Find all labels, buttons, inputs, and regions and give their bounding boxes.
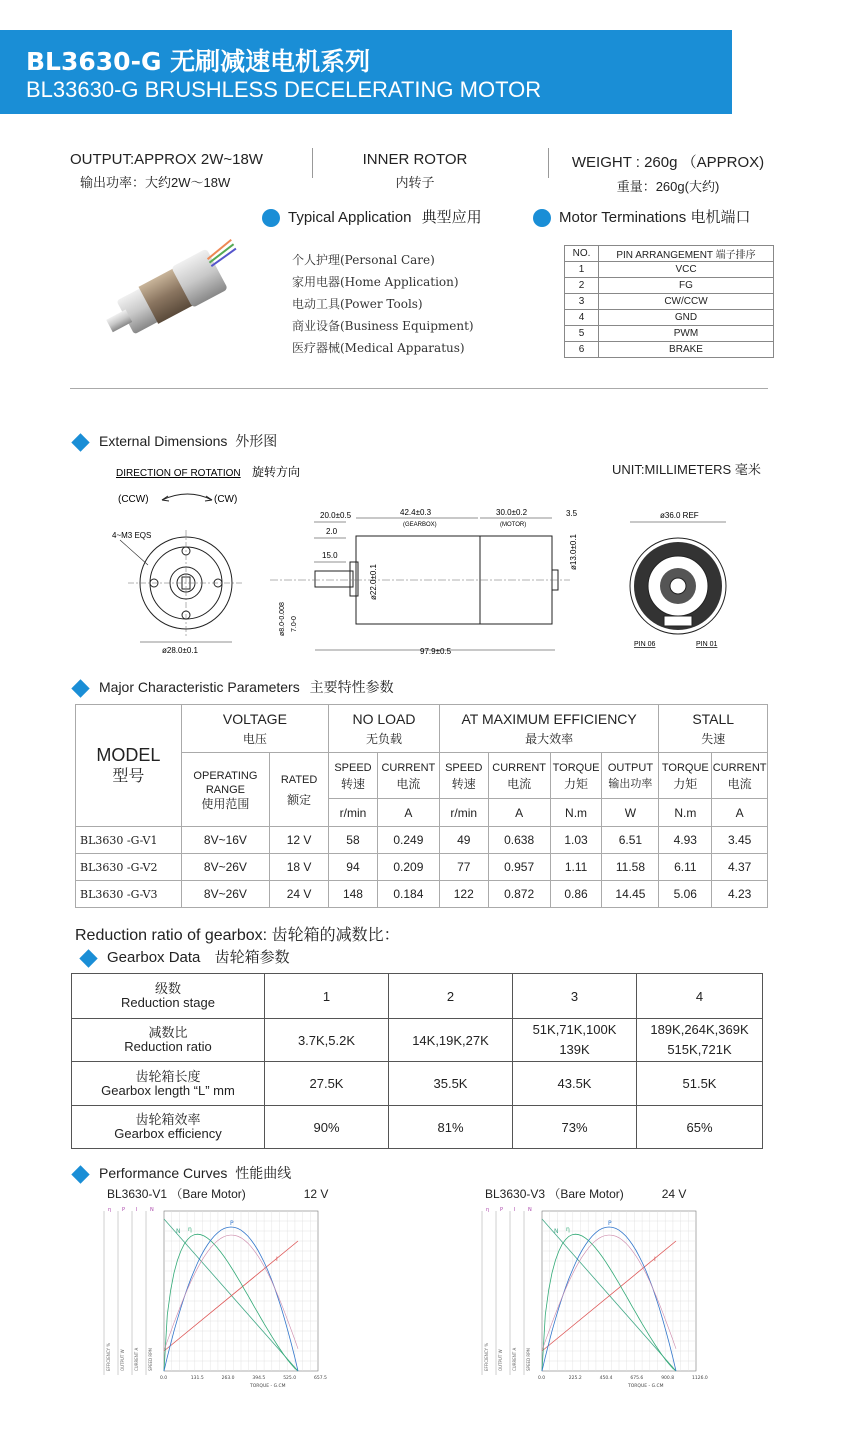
pin-table: NO. PIN ARRANGEMENT 端子排序 1 VCC 2 FG 3 CW/CCW 4 GND 5 PWM 6 BRAKE [564, 245, 774, 358]
gearbox-title: Gearbox Data 齿轮箱参数 [82, 946, 290, 967]
gearbox-table [71, 973, 763, 1149]
svg-text:PIN 01: PIN 01 [696, 641, 718, 648]
curve-label: η [566, 1226, 570, 1233]
curve-label: η [188, 1226, 192, 1233]
title-cn: BL3630-G 无刷减速电机系列 [26, 47, 371, 76]
diamond-bullet-icon [71, 1165, 89, 1183]
table-row: 3 CW/CCW [565, 294, 774, 310]
table-row: 级数 Reduction stage 1 2 3 4 [72, 974, 763, 1019]
list-item: 家用电器(Home Application) [292, 275, 459, 289]
table-row: 5 PWM [565, 326, 774, 342]
svg-text:(CW): (CW) [214, 494, 238, 505]
tick-label: 225.2 [568, 1376, 582, 1381]
curve-label: I [654, 1256, 656, 1263]
svg-text:2.0: 2.0 [326, 527, 338, 536]
column-head: N [528, 1207, 532, 1213]
tick-label: 131.5 [190, 1376, 204, 1381]
svg-text:20.0±0.5: 20.0±0.5 [320, 511, 352, 520]
column-head: η [486, 1207, 490, 1213]
circle-bullet-icon [533, 209, 551, 227]
left-curve-label: BL3630-V1 （Bare Motor) 12 V [107, 1187, 329, 1201]
svg-text:4~M3 EQS: 4~M3 EQS [112, 531, 152, 540]
tick-label: 1126.0 [692, 1376, 708, 1381]
axis-name: SPEED RPM [148, 1348, 153, 1371]
unit-label: UNIT:MILLIMETERS 毫米 [612, 462, 761, 477]
x-axis-label: TORQUE - G.CM [628, 1384, 664, 1389]
axis-name: EFFICIENCY % [106, 1342, 111, 1371]
svg-text:旋转方向: 旋转方向 [252, 465, 301, 479]
column-head: η [108, 1207, 112, 1213]
params-table: MODEL 型号 VOLTAGE 电压 NO LOAD 无负载 AT MAXIMUM EFFICIENCY 最大效率 STALL 失速 OPERATING RANGE 使用范围 RATED 额定 SPEED 转速 CURRENT 电流 SPEED 转速 CURRENT 电流 TORQUE 力矩 OUTPUT 输出功率 TORQUE 力矩 CURRENT 电流 r/min A r/min A N.m W N.m A BL3630 -G-V1 8V~16V 12 V 58 0.249 49 0.638 1.03 6.51 4.93 3.45 BL3630 -G-V2 8V~26V 18 V 94 0.209 77 0.957 1.11 11.58 6.11 4.37 BL3630 -G-V3 8V~26V 24 V 148 0.184 122 0.872 0.86 14.45 5.06 4.23 [75, 704, 768, 908]
table-row: 齿轮箱长度 Gearbox length “L” mm 27.5K 35.5K 43.5K 51.5K [72, 1062, 763, 1106]
axis-name: CURRENT A [512, 1347, 517, 1371]
table-row: 4 GND [565, 310, 774, 326]
curve-label: I [276, 1256, 278, 1263]
application-list [292, 249, 474, 359]
svg-text:7.0-0: 7.0-0 [291, 616, 298, 632]
tick-label: 675.6 [630, 1376, 644, 1381]
application-title: Typical Application 典型应用 [262, 206, 482, 227]
svg-text:30.0±0.2: 30.0±0.2 [496, 508, 528, 517]
axis-name: SPEED RPM [526, 1348, 531, 1371]
diamond-bullet-icon [79, 949, 97, 967]
svg-text:(CCW): (CCW) [118, 494, 149, 505]
spec-output: OUTPUT:APPROX 2W~18W 输出功率：大约2W～18W [70, 151, 263, 190]
divider [548, 148, 549, 178]
right-curve-label: BL3630-V3 （Bare Motor) 24 V [485, 1187, 687, 1201]
table-row: 6 BRAKE [565, 342, 774, 358]
list-item: 电动工具(Power Tools) [292, 297, 423, 311]
curve-label: P [230, 1220, 234, 1227]
table-row: BL3630 -G-V3 8V~26V 24 V 148 0.184 122 0.872 0.86 14.45 5.06 4.23 [76, 881, 768, 908]
curve-label: P [608, 1220, 612, 1227]
axis-name: OUTPUT W [120, 1349, 125, 1371]
tick-label: 0.0 [538, 1376, 546, 1381]
title-en: BL33630-G BRUSHLESS DECELERATING MOTOR [26, 77, 542, 102]
tick-label: 900.8 [661, 1376, 675, 1381]
curve-label: N [554, 1228, 559, 1235]
terminations-title: Motor Terminations 电机端口 [533, 206, 750, 227]
svg-text:ø36.0 REF: ø36.0 REF [660, 511, 699, 520]
table-row: 1 VCC [565, 262, 774, 278]
diamond-bullet-icon [71, 679, 89, 697]
svg-text:97.9±0.5: 97.9±0.5 [420, 647, 452, 656]
column-head: P [500, 1207, 504, 1213]
performance-curve-v1 [100, 1203, 325, 1388]
column-head: P [122, 1207, 126, 1213]
tick-label: 0.0 [160, 1376, 168, 1381]
column-head: I [514, 1207, 516, 1213]
spec-rotor: INNER ROTOR 内转子 [362, 151, 468, 190]
svg-text:3.5: 3.5 [566, 509, 578, 518]
svg-text:(MOTOR): (MOTOR) [500, 522, 527, 528]
performance-curve-v3 [478, 1203, 708, 1389]
list-item: 商业设备(Business Equipment) [292, 319, 474, 333]
svg-text:ø8.0-0.008: ø8.0-0.008 [279, 602, 286, 636]
circle-bullet-icon [262, 209, 280, 227]
axis-name: CURRENT A [134, 1347, 139, 1371]
column-head: I [136, 1207, 138, 1213]
svg-text:ø28.0±0.1: ø28.0±0.1 [162, 646, 198, 655]
params-title: Major Characteristic Parameters 主要特性参数 [74, 677, 394, 697]
svg-text:(GEARBOX): (GEARBOX) [403, 522, 437, 528]
axis-name: EFFICIENCY % [484, 1342, 489, 1371]
diamond-bullet-icon [71, 433, 89, 451]
svg-text:ø22.0±0.1: ø22.0±0.1 [369, 564, 378, 600]
curves-title: Performance Curves 性能曲线 [74, 1163, 291, 1183]
divider [312, 148, 313, 178]
tick-label: 657.5 [314, 1376, 327, 1381]
tick-label: 525.0 [283, 1376, 297, 1381]
svg-text:PIN 06: PIN 06 [634, 641, 656, 648]
list-item: 个人护理(Personal Care) [292, 253, 435, 267]
motor-photo [90, 235, 250, 355]
svg-text:DIRECTION OF ROTATION: DIRECTION OF ROTATION [116, 468, 241, 479]
tick-label: 263.0 [221, 1376, 235, 1381]
reduction-title: Reduction ratio of gearbox: 齿轮箱的减数比： [75, 927, 400, 944]
table-row: BL3630 -G-V2 8V~26V 18 V 94 0.209 77 0.957 1.11 11.58 6.11 4.37 [76, 854, 768, 881]
dimensions-title: External Dimensions 外形图 [74, 431, 277, 451]
model-header: MODEL 型号 [76, 705, 182, 827]
spec-weight: WEIGHT : 260g （APPROX) 重量：260g(大约) [571, 154, 765, 194]
column-head: N [150, 1207, 154, 1213]
tick-label: 394.5 [252, 1376, 266, 1381]
table-row: 2 FG [565, 278, 774, 294]
dimension-drawing [100, 460, 800, 670]
tick-label: 450.4 [599, 1376, 613, 1381]
svg-text:ø13.0±0.1: ø13.0±0.1 [569, 534, 578, 570]
page-header [0, 30, 732, 114]
table-row: 齿轮箱效率 Gearbox efficiency 90% 81% 73% 65% [72, 1106, 763, 1149]
svg-text:15.0: 15.0 [322, 551, 338, 560]
list-item: 医疗器械(Medical Apparatus) [292, 341, 465, 355]
curve-label: N [176, 1228, 181, 1235]
axis-name: OUTPUT W [498, 1349, 503, 1371]
divider [70, 388, 768, 389]
svg-text:42.4±0.3: 42.4±0.3 [400, 508, 432, 517]
x-axis-label: TORQUE - G.CM [250, 1384, 286, 1389]
table-row: BL3630 -G-V1 8V~16V 12 V 58 0.249 49 0.638 1.03 6.51 4.93 3.45 [76, 827, 768, 854]
table-row: 减数比 Reduction ratio 3.7K,5.2K 14K,19K,27K 51K,71K,100K 139K 189K,264K,369K 515K,721K [72, 1019, 763, 1062]
